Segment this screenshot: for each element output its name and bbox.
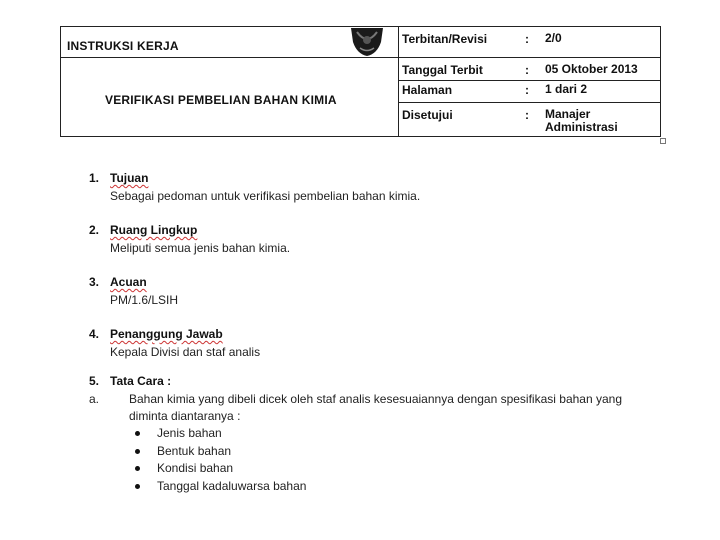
section-number: 1. (89, 171, 100, 185)
section-number: 2. (89, 223, 100, 237)
meta-value: 05 Oktober 2013 (545, 62, 638, 76)
meta-value: Manajer Administrasi (545, 107, 618, 134)
section-title: Ruang Lingkup (110, 223, 198, 237)
meta-row-page (399, 81, 660, 103)
meta-label: Tanggal Terbit (402, 63, 483, 77)
section-body: Meliputi semua jenis bahan kimia. (110, 241, 291, 255)
header-doc-type-row (61, 27, 398, 58)
step-text: Bahan kimia yang dibeli dicek oleh staf analis kesesuaiannya dengan spesifikasi bahan yang diminta diantaranya : (129, 392, 622, 423)
meta-label: Terbitan/Revisi (402, 32, 488, 46)
meta-label: Halaman (402, 83, 453, 97)
meta-row-revision (399, 27, 660, 58)
meta-colon: : (525, 83, 529, 97)
section-scope (89, 223, 669, 257)
section-title: Acuan (110, 275, 147, 289)
header-meta-cell (399, 27, 660, 136)
doc-title: VERIFIKASI PEMBELIAN BAHAN KIMIA (105, 93, 337, 107)
institution-logo-icon (347, 28, 387, 56)
meta-value: 2/0 (545, 31, 562, 45)
section-purpose (89, 171, 669, 205)
bullet-icon (135, 449, 140, 454)
section-body: PM/1.6/LSIH (110, 293, 179, 307)
section-reference (89, 275, 669, 309)
meta-row-issue-date (399, 58, 660, 81)
header-left-cell (61, 27, 399, 136)
list-item: Jenis bahan (134, 425, 669, 443)
meta-value: 1 dari 2 (545, 82, 588, 96)
bullet-icon (135, 484, 140, 489)
section-number: 5. (89, 374, 100, 388)
section-title: Tata Cara : (110, 374, 172, 388)
bullet-icon (135, 466, 140, 471)
procedure-step-a (89, 391, 669, 425)
bullet-icon (135, 431, 140, 436)
paragraph-end-mark (660, 138, 666, 144)
meta-colon: : (525, 32, 529, 46)
meta-colon: : (525, 63, 529, 77)
step-letter: a. (89, 392, 100, 406)
meta-row-approved (399, 103, 660, 136)
section-body: Kepala Divisi dan staf analis (110, 345, 261, 359)
section-procedure (89, 374, 669, 495)
meta-label: Disetujui (402, 108, 453, 122)
section-number: 3. (89, 275, 100, 289)
criteria-list (134, 425, 669, 495)
section-responsible (89, 327, 669, 361)
section-title: Penanggung Jawab (110, 327, 223, 341)
list-item: Bentuk bahan (134, 443, 669, 461)
meta-colon: : (525, 108, 529, 122)
doc-type: INSTRUKSI KERJA (67, 39, 179, 53)
section-body: Sebagai pedoman untuk verifikasi pembelian bahan kimia. (110, 189, 421, 203)
section-title: Tujuan (110, 171, 149, 185)
list-item: Kondisi bahan (134, 460, 669, 478)
document-header-table (60, 26, 661, 137)
list-item: Tanggal kadaluwarsa bahan (134, 478, 669, 496)
section-number: 4. (89, 327, 100, 341)
